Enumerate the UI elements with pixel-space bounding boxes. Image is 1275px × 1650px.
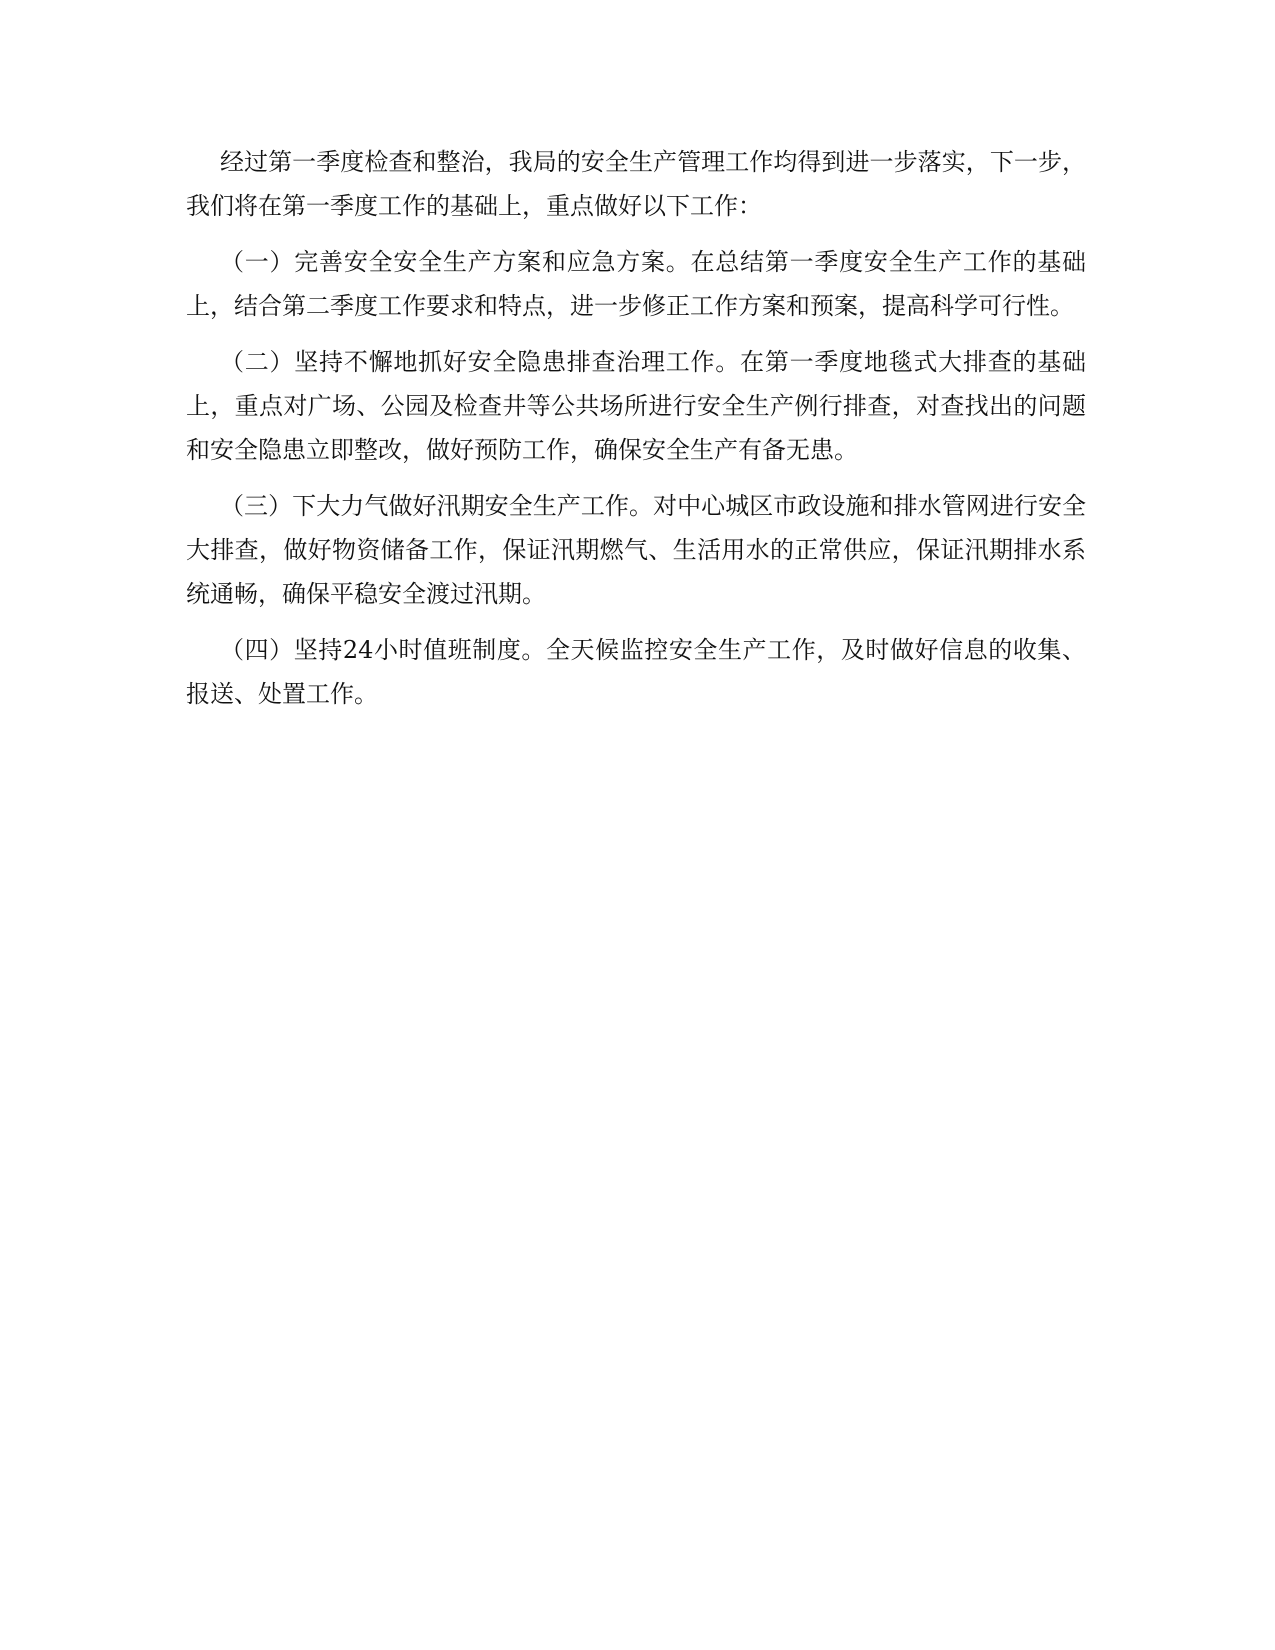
paragraph-item-2: （二）坚持不懈地抓好安全隐患排查治理工作。在第一季度地毯式大排查的基础上，重点对广场、公园及检查井等公共场所进行安全生产例行排查，对查找出的问题和安全隐患立即整改，做好预防工作，确保安全生产有备无患。 (186, 348, 1086, 464)
document-body (186, 140, 1086, 728)
paragraph-item-3: （三）下大力气做好汛期安全生产工作。对中心城区市政设施和排水管网进行安全大排查，做好物资储备工作，保证汛期燃气、生活用水的正常供应，保证汛期排水系统通畅，确保平稳安全渡过汛期。 (186, 492, 1086, 608)
paragraph-item-1: （一）完善安全安全生产方案和应急方案。在总结第一季度安全生产工作的基础上，结合第二季度工作要求和特点，进一步修正工作方案和预案，提高科学可行性。 (186, 248, 1086, 320)
paragraph-item-4: （四）坚持24小时值班制度。全天候监控安全生产工作，及时做好信息的收集、报送、处置工作。 (186, 636, 1086, 708)
paragraph-intro: 经过第一季度检查和整治，我局的安全生产管理工作均得到进一步落实，下一步，我们将在第一季度工作的基础上，重点做好以下工作： (186, 148, 1086, 220)
